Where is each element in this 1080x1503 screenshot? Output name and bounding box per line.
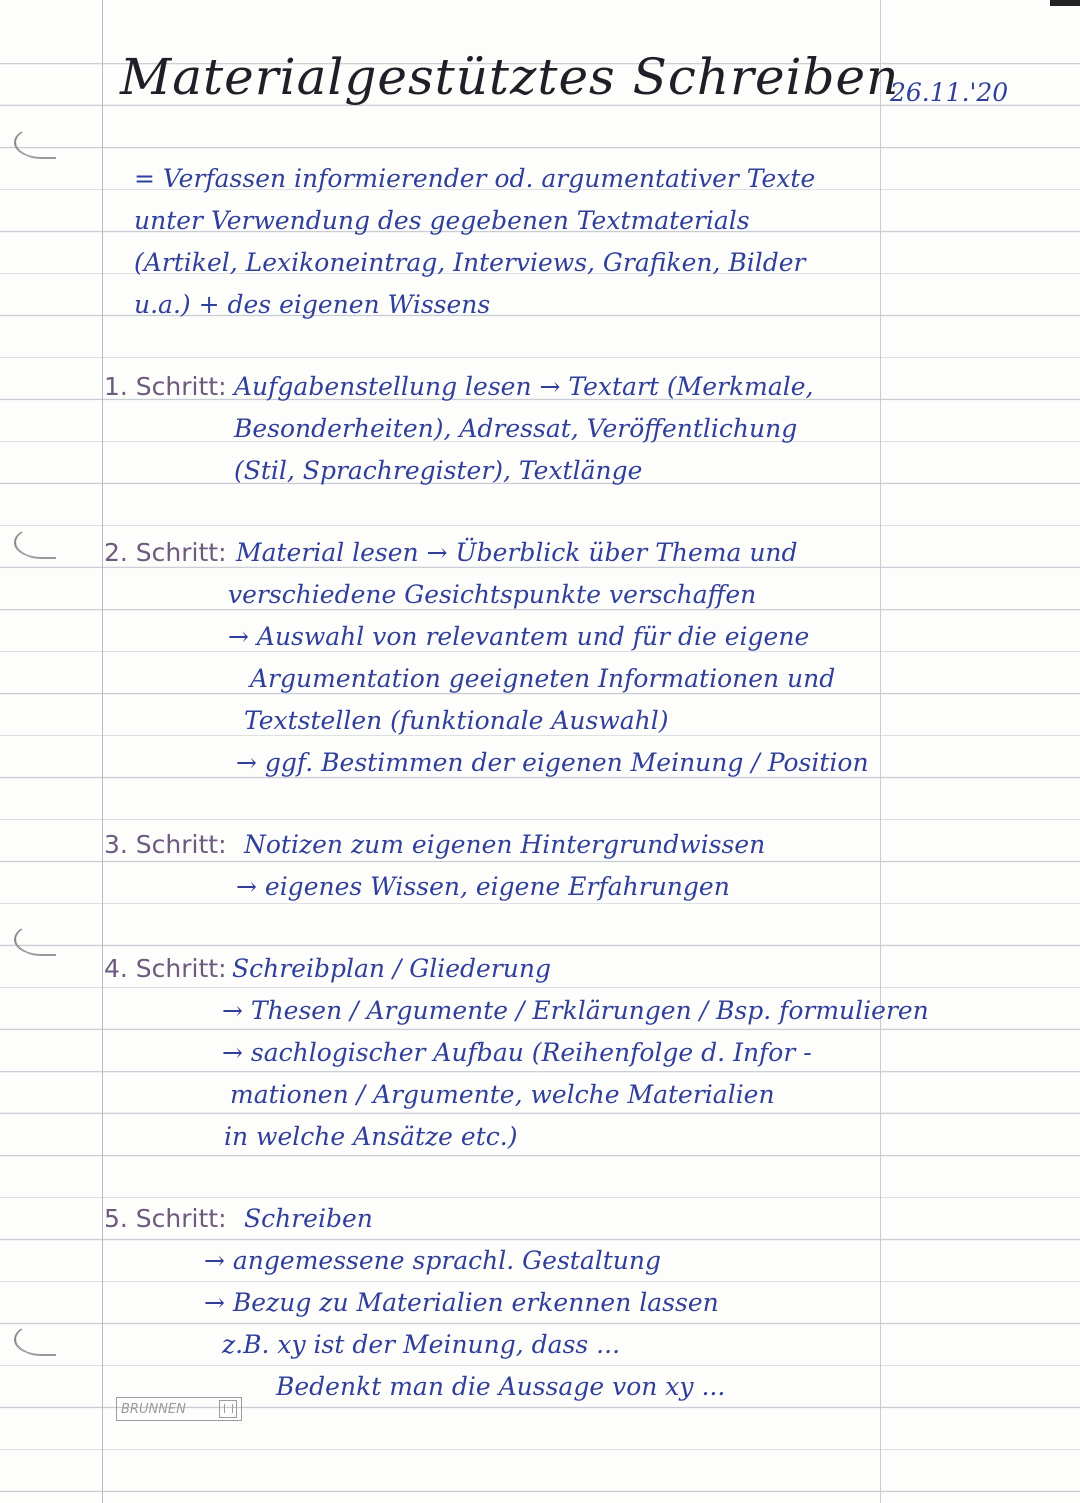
step-5-line: → angemessene sprachl. Gestaltung: [204, 1246, 661, 1275]
step-5-line: → Bezug zu Materialien erkennen lassen: [204, 1288, 719, 1317]
page-date: 26.11.'20: [890, 78, 1009, 107]
definition-line: u.a.) + des eigenen Wissens: [134, 290, 491, 319]
scan-edge: [1050, 0, 1080, 6]
left-margin-line: [102, 0, 103, 1503]
definition-line: unter Verwendung des gegebenen Textmaterials: [134, 206, 750, 235]
right-margin-line: [880, 0, 881, 1503]
step-4-line: Schreibplan / Gliederung: [232, 954, 552, 983]
step-1-line: (Stil, Sprachregister), Textlänge: [234, 456, 643, 485]
step-4-line: → Thesen / Argumente / Erklärungen / Bsp. formulieren: [222, 996, 929, 1025]
punch-hole-mark: [14, 528, 56, 557]
step-4-line: mationen / Argumente, welche Materialien: [230, 1080, 775, 1109]
step-2-label: 2. Schritt:: [104, 538, 227, 567]
step-2-line: Argumentation geeigneten Informationen und: [250, 664, 836, 693]
brand-logo-icon: [219, 1400, 237, 1418]
definition-line: = Verfassen informierender od. argumentativer Texte: [134, 164, 816, 193]
step-2-line: → ggf. Bestimmen der eigenen Meinung / Position: [236, 748, 869, 777]
step-5-line: z.B. xy ist der Meinung, dass ...: [222, 1330, 621, 1359]
step-2-line: → Auswahl von relevantem und für die eigene: [228, 622, 810, 651]
step-5-line: Schreiben: [244, 1204, 373, 1233]
step-3-label: 3. Schritt:: [104, 830, 227, 859]
page-title: Materialgestütztes Schreiben: [120, 48, 900, 106]
step-2-line: verschiedene Gesichtspunkte verschaffen: [228, 580, 757, 609]
step-4-line: in welche Ansätze etc.): [224, 1122, 518, 1151]
punch-hole-mark: [14, 1325, 56, 1354]
step-1-label: 1. Schritt:: [104, 372, 227, 401]
step-3-line: Notizen zum eigenen Hintergrundwissen: [244, 830, 766, 859]
step-4-label: 4. Schritt:: [104, 954, 227, 983]
step-5-line: Bedenkt man die Aussage von xy ...: [276, 1372, 726, 1401]
step-1-line: Besonderheiten), Adressat, Veröffentlichung: [234, 414, 798, 443]
step-1-line: Aufgabenstellung lesen → Textart (Merkmale,: [234, 372, 814, 401]
step-2-line: Material lesen → Überblick über Thema und: [236, 538, 798, 567]
step-3-line: → eigenes Wissen, eigene Erfahrungen: [236, 872, 730, 901]
step-5-label: 5. Schritt:: [104, 1204, 227, 1233]
definition-line: (Artikel, Lexikoneintrag, Interviews, Grafiken, Bilder: [134, 248, 806, 277]
step-2-line: Textstellen (funktionale Auswahl): [244, 706, 669, 735]
brand-label: BRUNNEN: [121, 1401, 186, 1417]
brand-stamp: [116, 1397, 242, 1421]
punch-hole-mark: [14, 925, 56, 954]
step-4-line: → sachlogischer Aufbau (Reihenfolge d. Infor -: [222, 1038, 812, 1067]
punch-hole-mark: [14, 128, 56, 157]
